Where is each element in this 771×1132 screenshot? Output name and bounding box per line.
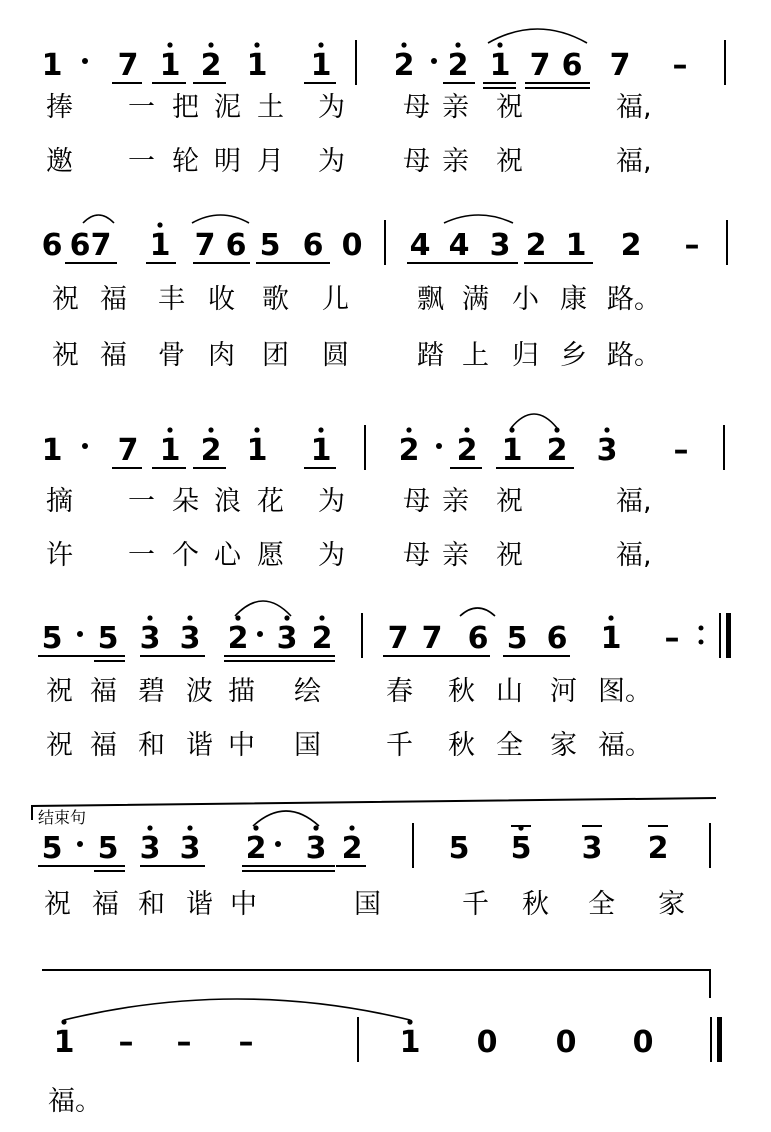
high-octave-dot — [313, 825, 318, 830]
high-octave-dot — [254, 427, 259, 432]
lyric-char: 福, — [616, 146, 652, 177]
lyric-char: 母 — [403, 146, 430, 177]
slur-arc — [192, 215, 249, 223]
lyric-char: 中 — [228, 730, 255, 761]
lyric-char: 福, — [616, 540, 652, 571]
note: 5 — [41, 831, 63, 866]
lyric-char: 福 — [92, 889, 119, 920]
note: 1 — [41, 48, 63, 83]
note: 5 — [97, 621, 119, 656]
high-octave-dot — [319, 615, 324, 620]
augmentation-dot — [436, 443, 442, 449]
high-octave-dot — [147, 615, 152, 620]
lyric-char: 绘 — [294, 676, 321, 707]
lyric-char: 收 — [208, 284, 235, 315]
note: 7 — [609, 48, 631, 83]
high-octave-dot — [554, 427, 559, 432]
slur-arc — [488, 29, 587, 43]
lyric-char: 一 — [128, 92, 155, 123]
lyric-char: 心 — [214, 540, 241, 571]
note: 7 — [90, 228, 112, 263]
lyric-char: 路。 — [607, 284, 661, 315]
augmentation-dot — [82, 58, 88, 64]
note: 0 — [555, 1025, 577, 1060]
lyric-char: 福 — [90, 676, 117, 707]
lyric-char: 祝 — [496, 486, 523, 517]
note: 1 — [159, 433, 181, 468]
note: 3 — [581, 831, 603, 866]
note: 1 — [310, 48, 332, 83]
lyric-char: 描 — [228, 676, 255, 707]
lyric-char: 朵 — [172, 486, 199, 517]
note: 4 — [448, 228, 470, 263]
note: 6 — [302, 228, 324, 263]
note: 2 — [341, 831, 363, 866]
lyric-char: 摘 — [46, 486, 73, 517]
note: 2 — [525, 228, 547, 263]
lyric-char: 祝 — [46, 676, 73, 707]
lyric-char: 丰 — [158, 284, 185, 315]
note: 2 — [447, 48, 469, 83]
lyric-char: 圆 — [322, 340, 349, 371]
lyric-char: 祝 — [52, 340, 79, 371]
lyric-char: 母 — [403, 92, 430, 123]
note: 1 — [159, 48, 181, 83]
lyric-char: 为 — [318, 146, 345, 177]
lyric-char: 家 — [658, 889, 685, 920]
note: 5 — [259, 228, 281, 263]
high-octave-dot — [157, 222, 162, 227]
lyric-char: 亲 — [442, 146, 469, 177]
lyric-char: 为 — [318, 92, 345, 123]
lyric-char: 家 — [550, 730, 577, 761]
lyric-char: 秋 — [448, 730, 475, 761]
coda-bracket — [32, 798, 716, 820]
lyric-char: 祝 — [46, 730, 73, 761]
note: 3 — [276, 621, 298, 656]
high-octave-dot — [147, 825, 152, 830]
note: 1 — [501, 433, 523, 468]
lyric-char: 为 — [318, 540, 345, 571]
lyric-char: 愿 — [257, 540, 284, 571]
augmentation-dot — [77, 631, 83, 637]
note: 7 — [387, 621, 409, 656]
high-octave-dot — [187, 825, 192, 830]
note: – — [176, 1025, 192, 1060]
note: 3 — [596, 433, 618, 468]
lyric-char: 河 — [550, 676, 577, 707]
note: – — [673, 433, 689, 468]
note: 3 — [489, 228, 511, 263]
lyric-char: 团 — [262, 340, 289, 371]
note: 3 — [139, 831, 161, 866]
lyric-char: 满 — [462, 284, 489, 315]
note: 2 — [227, 621, 249, 656]
lyric-char: 轮 — [172, 146, 199, 177]
note: – — [672, 48, 688, 83]
augmentation-dot — [257, 631, 263, 637]
lyric-char: 福。 — [598, 730, 652, 761]
note: 5 — [97, 831, 119, 866]
lyric-char: 踏 — [417, 340, 444, 371]
note: 2 — [456, 433, 478, 468]
lyric-char: 福 — [100, 284, 127, 315]
lyric-char: 歌 — [262, 284, 289, 315]
note: 1 — [489, 48, 511, 83]
volta-bracket — [42, 970, 710, 998]
high-octave-dot — [318, 427, 323, 432]
lyric-char: 捧 — [46, 92, 73, 123]
high-octave-dot — [455, 42, 460, 47]
note: 4 — [409, 228, 431, 263]
note: 3 — [179, 831, 201, 866]
lyric-char: 个 — [172, 540, 199, 571]
lyric-char: 和 — [138, 730, 165, 761]
note: 5 — [41, 621, 63, 656]
lyric-char: 秋 — [522, 889, 549, 920]
lyric-char: 祝 — [496, 540, 523, 571]
lyric-char: 碧 — [138, 676, 165, 707]
note: 6 — [467, 621, 489, 656]
lyric-char: 福, — [616, 486, 652, 517]
lyric-char: 花 — [257, 486, 284, 517]
lyric-char: 乡 — [560, 340, 587, 371]
high-octave-dot — [208, 42, 213, 47]
lyric-char: 福, — [616, 92, 652, 123]
lyric-char: 一 — [128, 146, 155, 177]
note: 2 — [311, 621, 333, 656]
lyric-char: 母 — [403, 540, 430, 571]
lyric-char: 福 — [100, 340, 127, 371]
note: 2 — [546, 433, 568, 468]
lyric-char: 中 — [230, 889, 257, 920]
lyric-char: 上 — [462, 340, 489, 371]
coda-label: 结束句 — [38, 808, 87, 827]
high-octave-dot — [604, 427, 609, 432]
lyric-char: 国 — [294, 730, 321, 761]
note: 2 — [620, 228, 642, 263]
lyric-char: 泥 — [214, 92, 241, 123]
high-octave-dot — [318, 42, 323, 47]
lyric-char: 谐 — [186, 730, 213, 761]
note: 7 — [117, 48, 139, 83]
high-octave-dot — [497, 42, 502, 47]
note: – — [238, 1025, 254, 1060]
augmentation-dot — [82, 443, 88, 449]
lyric-char: 浪 — [214, 486, 241, 517]
note: 7 — [421, 621, 443, 656]
lyric-char: 和 — [138, 889, 165, 920]
lyric-char: 福 — [90, 730, 117, 761]
note: 5 — [506, 621, 528, 656]
note: 2 — [647, 831, 669, 866]
high-octave-dot — [254, 42, 259, 47]
high-octave-dot — [187, 615, 192, 620]
augmentation-dot — [77, 841, 83, 847]
lyric-char: 为 — [318, 486, 345, 517]
note: 1 — [149, 228, 171, 263]
repeat-dot — [699, 626, 704, 631]
note: – — [684, 228, 700, 263]
note: – — [664, 621, 680, 656]
lyric-char: 飘 — [417, 284, 444, 315]
lyric-char: 全 — [496, 730, 523, 761]
note: 0 — [632, 1025, 654, 1060]
lyric-char: 山 — [496, 676, 523, 707]
note: 1 — [565, 228, 587, 263]
lyric-char: 月 — [257, 146, 284, 177]
lyric-char: 亲 — [442, 540, 469, 571]
note: 3 — [179, 621, 201, 656]
lyric-char: 一 — [128, 540, 155, 571]
note: 0 — [341, 228, 363, 263]
note: 5 — [510, 831, 532, 866]
lyric-char: 全 — [588, 889, 615, 920]
lyric-char: 春 — [386, 676, 413, 707]
high-octave-dot — [167, 427, 172, 432]
augmentation-dot — [275, 841, 281, 847]
note: 1 — [246, 48, 268, 83]
slur-arc — [460, 608, 495, 616]
note: 1 — [41, 433, 63, 468]
lyric-char: 祝 — [52, 284, 79, 315]
slur-arc — [511, 414, 557, 428]
note: 1 — [246, 433, 268, 468]
lyric-char: 祝 — [496, 92, 523, 123]
lyric-char: 把 — [172, 92, 199, 123]
lyric-char: 亲 — [442, 486, 469, 517]
lyric-char: 小 — [512, 284, 539, 315]
high-octave-dot — [167, 42, 172, 47]
slur-arc — [235, 601, 291, 616]
note: 2 — [200, 433, 222, 468]
slur-arc — [253, 811, 319, 826]
lyric-char: 谐 — [186, 889, 213, 920]
lyric-char: 亲 — [442, 92, 469, 123]
high-octave-dot — [253, 825, 258, 830]
lyric-char: 祝 — [496, 146, 523, 177]
note: 2 — [245, 831, 267, 866]
slur-arc — [83, 215, 114, 223]
note: 1 — [399, 1025, 421, 1060]
note: 7 — [194, 228, 216, 263]
lyric-char: 归 — [512, 340, 539, 371]
lyric-char: 骨 — [158, 340, 185, 371]
high-octave-dot — [406, 427, 411, 432]
note: 3 — [139, 621, 161, 656]
note: 2 — [200, 48, 222, 83]
lyric-char: 母 — [403, 486, 430, 517]
slur-arc — [64, 999, 410, 1020]
lyric-char: 图。 — [598, 676, 652, 707]
high-octave-dot — [284, 615, 289, 620]
note: 3 — [305, 831, 327, 866]
note: 0 — [476, 1025, 498, 1060]
lyric-char: 波 — [186, 676, 213, 707]
note: 7 — [117, 433, 139, 468]
augmentation-dot — [431, 58, 437, 64]
lyric-char: 路。 — [607, 340, 661, 371]
lyric-char: 邀 — [46, 146, 73, 177]
lyric-char: 祝 — [44, 889, 71, 920]
lyric-char: 千 — [386, 730, 413, 761]
lyric-char: 肉 — [208, 340, 235, 371]
note: 6 — [69, 228, 91, 263]
lyric-char: 土 — [257, 92, 284, 123]
lyric-char: 千 — [462, 889, 489, 920]
high-octave-dot — [401, 42, 406, 47]
lyric-char: 明 — [214, 146, 241, 177]
high-octave-dot — [208, 427, 213, 432]
high-octave-dot — [464, 427, 469, 432]
note: – — [118, 1025, 134, 1060]
note: 6 — [561, 48, 583, 83]
lyric-char: 秋 — [448, 676, 475, 707]
note: 1 — [53, 1025, 75, 1060]
note: 2 — [393, 48, 415, 83]
note: 6 — [225, 228, 247, 263]
lyric-char: 许 — [46, 540, 73, 571]
lyric-char: 福。 — [48, 1086, 102, 1117]
final-barline-thick — [717, 1017, 722, 1062]
high-octave-dot — [608, 615, 613, 620]
high-octave-dot — [235, 615, 240, 620]
note: 5 — [448, 831, 470, 866]
note: 7 — [529, 48, 551, 83]
slur-arc — [444, 215, 513, 223]
lyric-char: 国 — [354, 889, 381, 920]
note: 1 — [600, 621, 622, 656]
lyric-char: 一 — [128, 486, 155, 517]
final-barline-thick — [726, 613, 731, 658]
note: 6 — [546, 621, 568, 656]
note: 1 — [310, 433, 332, 468]
high-octave-dot — [509, 427, 514, 432]
repeat-dot — [699, 640, 704, 645]
lyric-char: 康 — [560, 284, 587, 315]
high-octave-dot — [349, 825, 354, 830]
note: 2 — [398, 433, 420, 468]
note: 6 — [41, 228, 63, 263]
lyric-char: 儿 — [322, 284, 349, 315]
